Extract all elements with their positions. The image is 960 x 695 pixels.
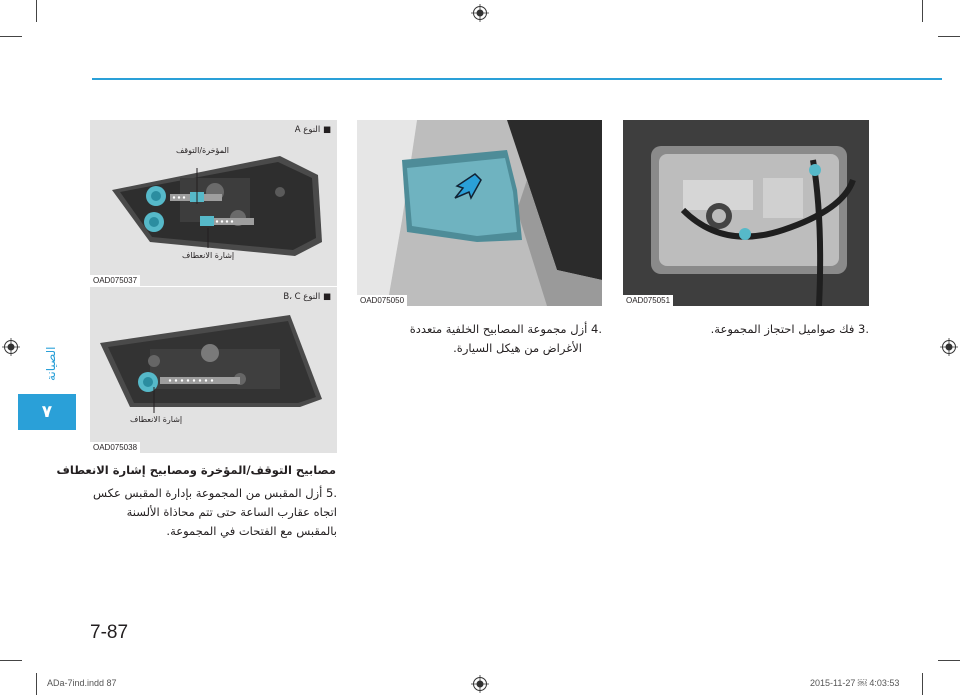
register-mark-icon [2, 338, 20, 356]
step-3-text: .3 فك صواميل احتجاز المجموعة. [710, 322, 869, 336]
crop-mark [938, 36, 960, 37]
figure-code: OAD075037 [90, 275, 140, 286]
figure-lamp-removal [357, 120, 602, 306]
register-mark-icon [940, 338, 958, 356]
crop-mark [922, 673, 923, 695]
crop-mark [36, 0, 37, 22]
step-5-heading: مصابيح التوقف/المؤخرة ومصابيح إشارة الانعطاف [56, 463, 336, 477]
page-number: 7-87 [90, 622, 129, 643]
figure-type-bc [90, 287, 337, 453]
figure-title: ■ النوع B، C [283, 292, 331, 302]
tail-lamp-type-a-illustration [90, 120, 337, 286]
step-5-line3: بالمقبس مع الفتحات في المجموعة. [166, 524, 337, 538]
crop-mark [0, 36, 22, 37]
header-rule [92, 78, 942, 80]
callout-label-tail-stop: المؤخرة/التوقف [176, 146, 229, 155]
crop-mark [922, 0, 923, 22]
step-4-line1: .4 أزل مجموعة المصابيح الخلفية متعددة [409, 322, 602, 336]
crop-mark [938, 660, 960, 661]
figure-title: ■ النوع A [294, 125, 331, 135]
callout-label-turn-signal: إشارة الانعطاف [182, 251, 235, 260]
tail-lamp-type-bc-illustration [90, 287, 337, 453]
figure-retaining-nuts [623, 120, 869, 306]
step-5-line1: .5 أزل المقبس من المجموعة بإدارة المقبس عكس [92, 486, 337, 500]
register-mark-icon [471, 4, 489, 22]
chapter-tab: ٧ [18, 394, 76, 430]
register-mark-icon [471, 675, 489, 693]
figure-code: OAD075050 [357, 295, 407, 306]
crop-mark [36, 673, 37, 695]
figure-type-a [90, 120, 337, 286]
crop-mark [0, 660, 22, 661]
figure-code: OAD075051 [623, 295, 673, 306]
footer-timestamp: 2015-11-27 ￼ 4:03:53 [810, 678, 900, 688]
car-rear-illustration [357, 120, 602, 306]
footer-file-info: ADa-7ind.indd 87 [47, 678, 117, 688]
section-side-label: الصيانة [44, 346, 58, 382]
callout-label-turn-signal: إشارة الانعطاف [130, 415, 183, 424]
step-5-line2: اتجاه عقارب الساعة حتى تتم محاذاة الألسنة [126, 505, 337, 519]
lamp-housing-illustration [623, 120, 869, 306]
step-4-line2: الأغراض من هيكل السيارة. [453, 341, 582, 355]
figure-code: OAD075038 [90, 442, 140, 453]
